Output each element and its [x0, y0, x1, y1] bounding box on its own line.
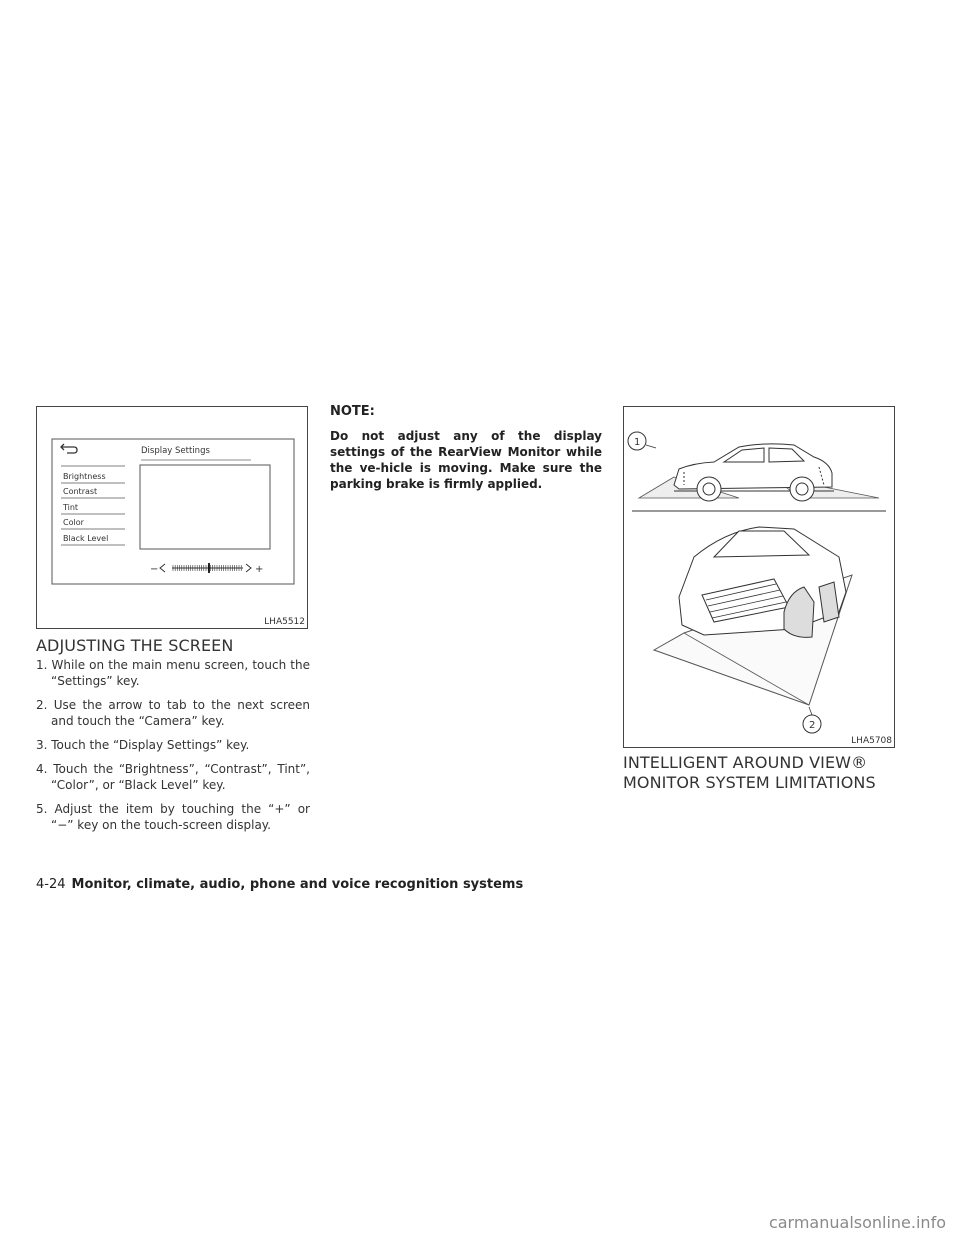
step-3: 3. Touch the “Display Settings” key. [36, 738, 250, 752]
around-view-illustration [624, 407, 894, 747]
callout-2: 2 [809, 720, 816, 731]
around-view-figure [623, 406, 895, 748]
step-2: 2. Use the arrow to tab to the next screen and touch the “Camera” key. [36, 698, 310, 728]
vehicle-front-view [654, 527, 852, 733]
section-title-line-1: INTELLIGENT AROUND VIEW® [623, 753, 868, 772]
preview-area [140, 465, 270, 549]
screen-title: Display Settings [141, 446, 210, 456]
step-4: 4. Touch the “Brightness”, “Contrast”, Tint”, “Color”, or “Black Level” key. [36, 762, 310, 792]
page-footer [36, 877, 523, 892]
section-title-around-view [623, 753, 903, 793]
steps-list [36, 657, 310, 841]
figure-code: LHA5512 [264, 617, 305, 627]
menu-item-tint[interactable]: Tint [63, 503, 79, 512]
section-title-line-2: MONITOR SYSTEM LIMITATIONS [623, 773, 876, 792]
plus-key[interactable]: + [255, 564, 264, 575]
note-title: NOTE: [330, 404, 375, 419]
display-settings-figure [36, 406, 308, 629]
note-body: Do not adjust any of the display settings of the RearView Monitor while the ve-hicle is moving. Make sure the parking brake is firmly applied. [330, 429, 602, 491]
minus-key[interactable]: − [150, 564, 159, 575]
step-1: 1. While on the main menu screen, touch the “Settings” key. [36, 658, 310, 688]
display-settings-illustration [37, 407, 307, 628]
menu-item-contrast[interactable]: Contrast [63, 487, 98, 496]
figure-code: LHA5708 [851, 736, 892, 746]
step-5: 5. Adjust the item by touching the “+” or “−” key on the touch-screen display. [36, 802, 310, 832]
watermark: carmanualsonline.info [768, 1213, 946, 1232]
menu-item-black-level[interactable]: Black Level [63, 534, 109, 543]
section-title-adjusting-screen: ADJUSTING THE SCREEN [36, 636, 234, 655]
page-number: 4-24 [36, 877, 66, 892]
callout-1: 1 [634, 437, 641, 448]
chapter-title: Monitor, climate, audio, phone and voice recognition systems [71, 877, 524, 892]
menu-item-color[interactable]: Color [63, 518, 84, 527]
vehicle-side-view [628, 432, 879, 501]
menu-item-brightness[interactable]: Brightness [63, 472, 106, 481]
